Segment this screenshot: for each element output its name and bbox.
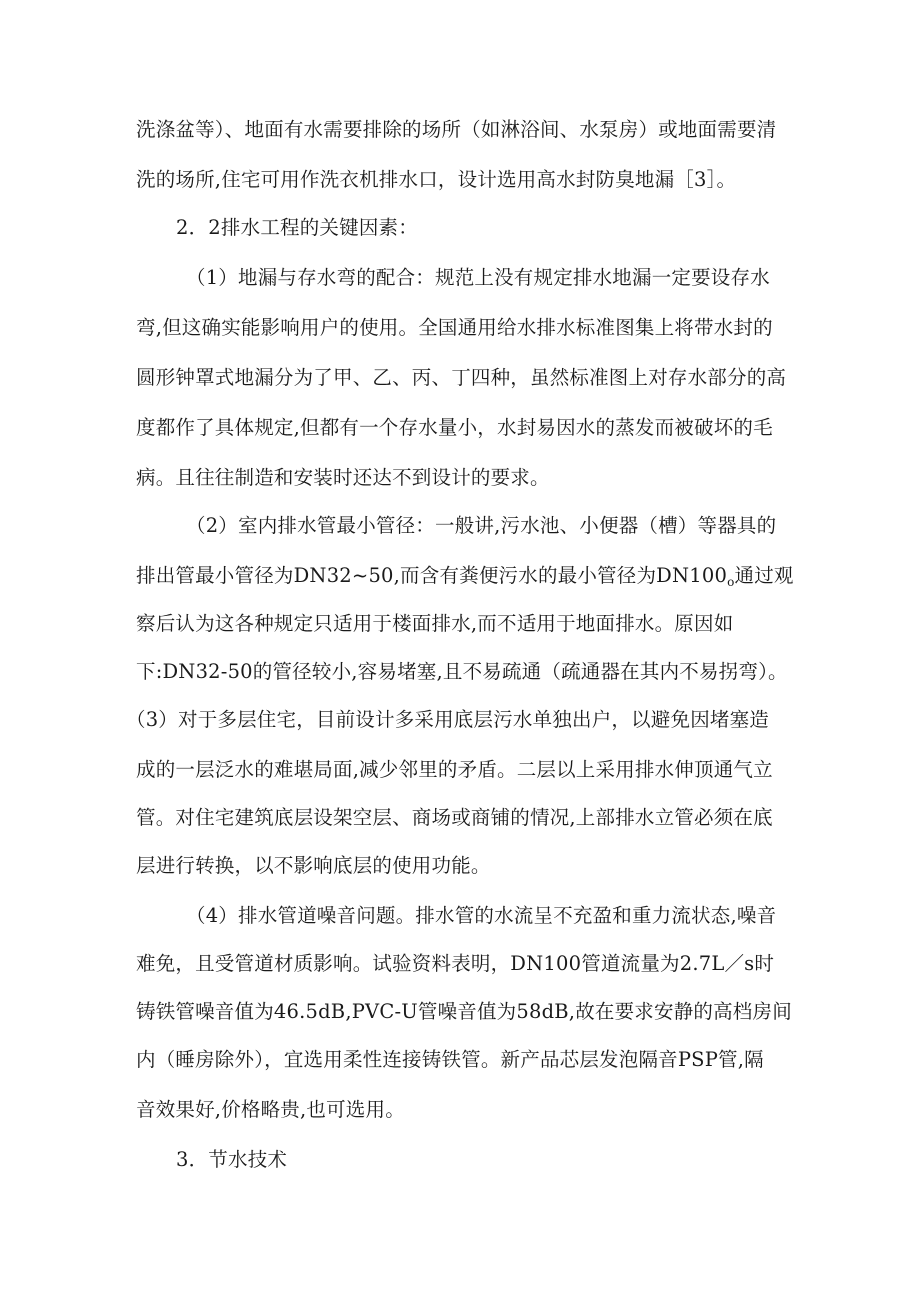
item-4-line-2: 难免，且受管道材质影响。试验资料表明，DN100管道流量为2.7L／s时 [136, 952, 775, 975]
item-1-line-4: 度都作了具体规定,但都有一个存水量小，水封易因水的蒸发而被破坏的毛 [136, 416, 773, 439]
section-heading-3: 3．节水技术 [176, 1148, 288, 1171]
item-3-line-4: 层进行转换，以不影响底层的使用功能。 [136, 854, 491, 877]
item-3-line-2: 成的一层泛水的难堪局面,减少邻里的矛盾。二层以上采用排水伸顶通气立 [136, 758, 773, 781]
item-4-line-5: 音效果好,价格略贵,也可选用。 [136, 1098, 405, 1121]
item-3-line-3: 管。对住宅建筑底层设架空层、商场或商铺的情况,上部排水立管必须在底 [136, 806, 773, 829]
item-2-line-4: 下:DN32-50的管径较小,容易堵塞,且不易疏通（疏通器在其内不易拐弯）。 [136, 660, 788, 683]
item-3-line-1: （3）对于多层住宅，目前设计多采用底层污水单独出户，以避免因堵塞造 [126, 708, 770, 731]
intro-paragraph-line-1: 洗涤盆等）、地面有水需要排除的场所（如淋浴间、水泵房）或地面需要清 [136, 118, 777, 141]
item-2-line-2-text-b: 通过观 [734, 564, 794, 587]
item-2-line-2 [136, 556, 794, 596]
item-1-line-5: 病。且往往制造和安装时还达不到设计的要求。 [136, 466, 550, 489]
item-1-line-2: 弯,但这确实能影响用户的使用。全国通用给水排水标准图集上将带水封的 [136, 316, 773, 339]
intro-paragraph-line-2: 洗的场所,住宅可用作洗衣机排水口，设计选用高水封防臭地漏［3］。 [136, 168, 737, 191]
item-2-line-2-subscript: o [727, 575, 735, 589]
item-2-line-1: （2）室内排水管最小管径：一般讲,污水池、小便器（槽）等器具的 [186, 514, 777, 537]
item-2-line-3: 察后认为这各种规定只适用于楼面排水,而不适用于地面排水。原因如 [136, 612, 734, 635]
section-heading-2-2: 2．2排水工程的关键因素： [176, 216, 418, 239]
item-4-line-1: （4）排水管道噪音问题。排水管的水流呈不充盈和重力流状态,噪音 [186, 904, 777, 927]
item-1-line-3: 圆形钟罩式地漏分为了甲、乙、丙、丁四种，虽然标准图上对存水部分的高 [136, 366, 787, 389]
item-4-line-3: 铸铁管噪音值为46.5dB,PVC-U管噪音值为58dB,故在要求安静的高档房间 [136, 1000, 792, 1023]
item-2-line-2-text-a: 排出管最小管径为DN32~50,而含有粪便污水的最小管径为DN100 [136, 564, 728, 587]
item-4-line-4: 内（睡房除外），宜选用柔性连接铸铁管。新产品芯层发泡隔音PSP管,隔 [136, 1048, 764, 1071]
item-1-line-1: （1）地漏与存水弯的配合：规范上没有规定排水地漏一定要设存水 [186, 266, 770, 289]
